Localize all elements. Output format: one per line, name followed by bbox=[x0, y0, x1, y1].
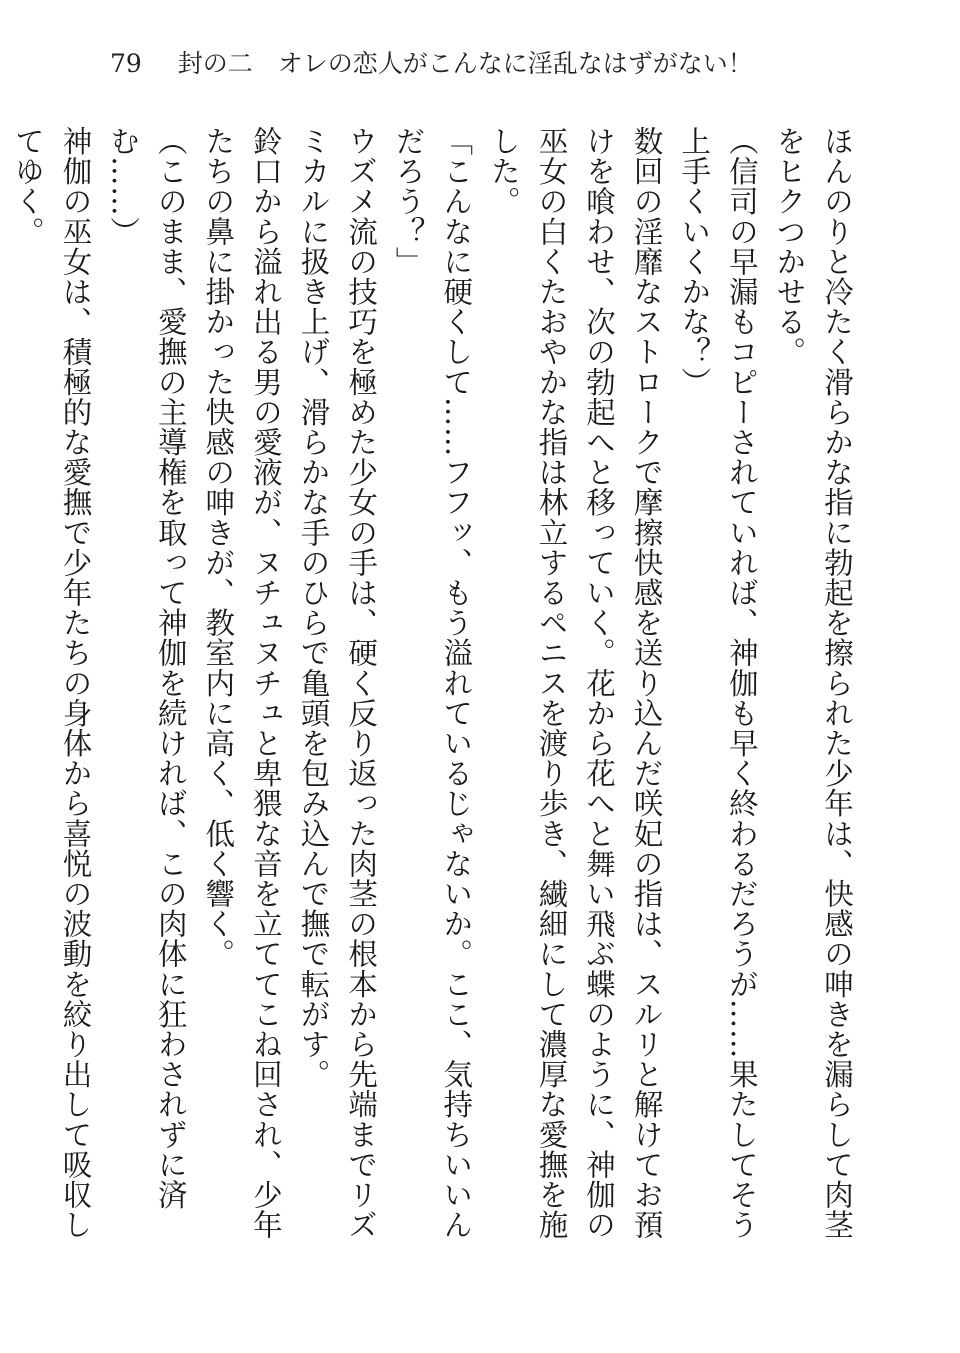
paragraph: 神伽の巫女は、積極的な愛撫で少年たちの身体から喜悦の波動を絞り出して吸収してゆく。 bbox=[10, 126, 93, 1240]
paragraph: 鈴口から溢れ出る男の愛液が、ヌチュヌチュと卑猥な音を立ててこね回され、少年たちの鼻に掛かった快感の呻きが、教室内に高く、低く響く。 bbox=[201, 126, 283, 1240]
paragraph: （このまま、愛撫の主導権を取って神伽を続ければ、この肉体に狂わされずに済む……） bbox=[106, 126, 188, 1210]
chapter-title: 封の二 オレの恋人がこんなに淫乱なはずがない！ bbox=[177, 49, 753, 78]
paragraph: （信司の早漏もコピーされていれば、神伽も早く終わるだろうが……果たしてそう上手くいくかな？） bbox=[677, 126, 759, 1240]
paragraph bbox=[0, 126, 3, 1246]
running-head bbox=[110, 44, 870, 84]
body-text bbox=[10, 126, 860, 1246]
paragraph: 数回の淫靡なストロークで摩擦快感を送り込んだ咲妃の指は、スルリと解けてお預けを喰わせ、次の勃起へと移っていく。花から花へと舞い飛ぶ蝶のように、神伽の巫女の白くたおやかな指は林立するペニスを渡り歩き、繊細にして濃厚な愛撫を施した。 bbox=[486, 126, 664, 1240]
paragraph: ほんのりと冷たく滑らかな指に勃起を擦られた少年は、快感の呻きを漏らして肉茎をヒクつかせる。 bbox=[772, 126, 854, 1240]
page-number: 79 bbox=[110, 49, 142, 78]
paragraph: ウズメ流の技巧を極めた少女の手は、硬く反り返った肉茎の根本から先端までリズミカルに扱き上げ、滑らかな手のひらで亀頭を包み込んで撫で転がす。 bbox=[296, 126, 379, 1240]
paragraph: 「こんなに硬くして……フフッ、もう溢れているじゃないか。ここ、気持ちいいんだろう？」 bbox=[391, 126, 474, 1240]
